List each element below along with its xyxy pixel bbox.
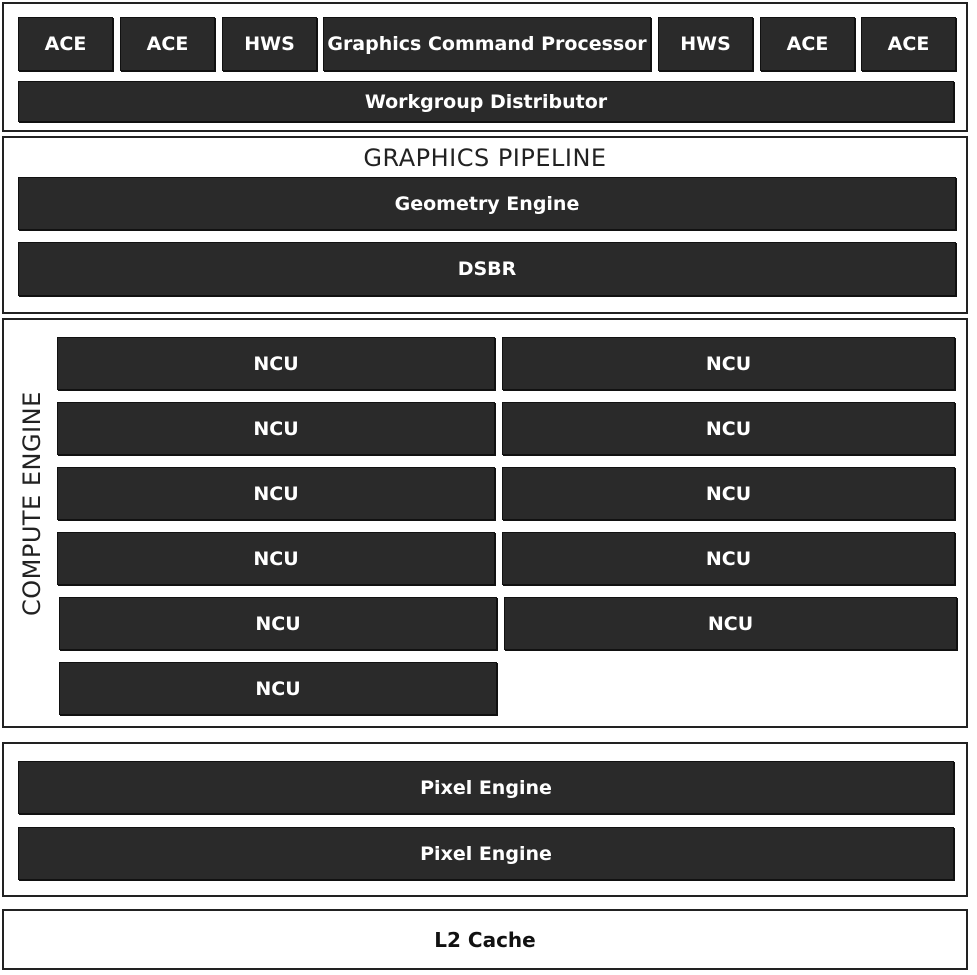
ncu-block-right-2: NCU (502, 402, 955, 455)
ncu-block-right-4: NCU (502, 532, 955, 585)
graphics-pipeline-section (2, 136, 968, 314)
ncu-block-left-3: NCU (57, 467, 495, 520)
ncu-block-right-1: NCU (502, 337, 955, 390)
pixel-engine-section (2, 742, 968, 897)
compute-engine-title: COMPUTE ENGINE (18, 391, 46, 616)
ncu-block-left-5: NCU (59, 597, 497, 650)
ace-block-1: ACE (18, 17, 113, 71)
l2-cache-label: L2 Cache (434, 927, 536, 952)
workgroup-distributor-block: Workgroup Distributor (18, 81, 954, 122)
graphics-command-processor-block: Graphics Command Processor (323, 17, 651, 71)
geometry-engine-block: Geometry Engine (18, 177, 956, 230)
compute-engine-section (2, 318, 968, 728)
ace-block-4: ACE (861, 17, 956, 71)
ncu-block-right-5: NCU (504, 597, 957, 650)
pixel-engine-block-1: Pixel Engine (18, 761, 954, 814)
ncu-block-left-4: NCU (57, 532, 495, 585)
ace-block-2: ACE (120, 17, 215, 71)
pixel-engine-block-2: Pixel Engine (18, 827, 954, 880)
ncu-block-left-1: NCU (57, 337, 495, 390)
graphics-pipeline-title: GRAPHICS PIPELINE (363, 144, 607, 172)
hws-block-2: HWS (658, 17, 753, 71)
l2-cache-section (2, 909, 968, 970)
front-end-section (2, 2, 968, 132)
hws-block-1: HWS (222, 17, 317, 71)
ncu-block-left-6: NCU (59, 662, 497, 715)
ace-block-3: ACE (760, 17, 855, 71)
dsbr-block: DSBR (18, 242, 956, 296)
ncu-block-right-3: NCU (502, 467, 955, 520)
ncu-block-left-2: NCU (57, 402, 495, 455)
